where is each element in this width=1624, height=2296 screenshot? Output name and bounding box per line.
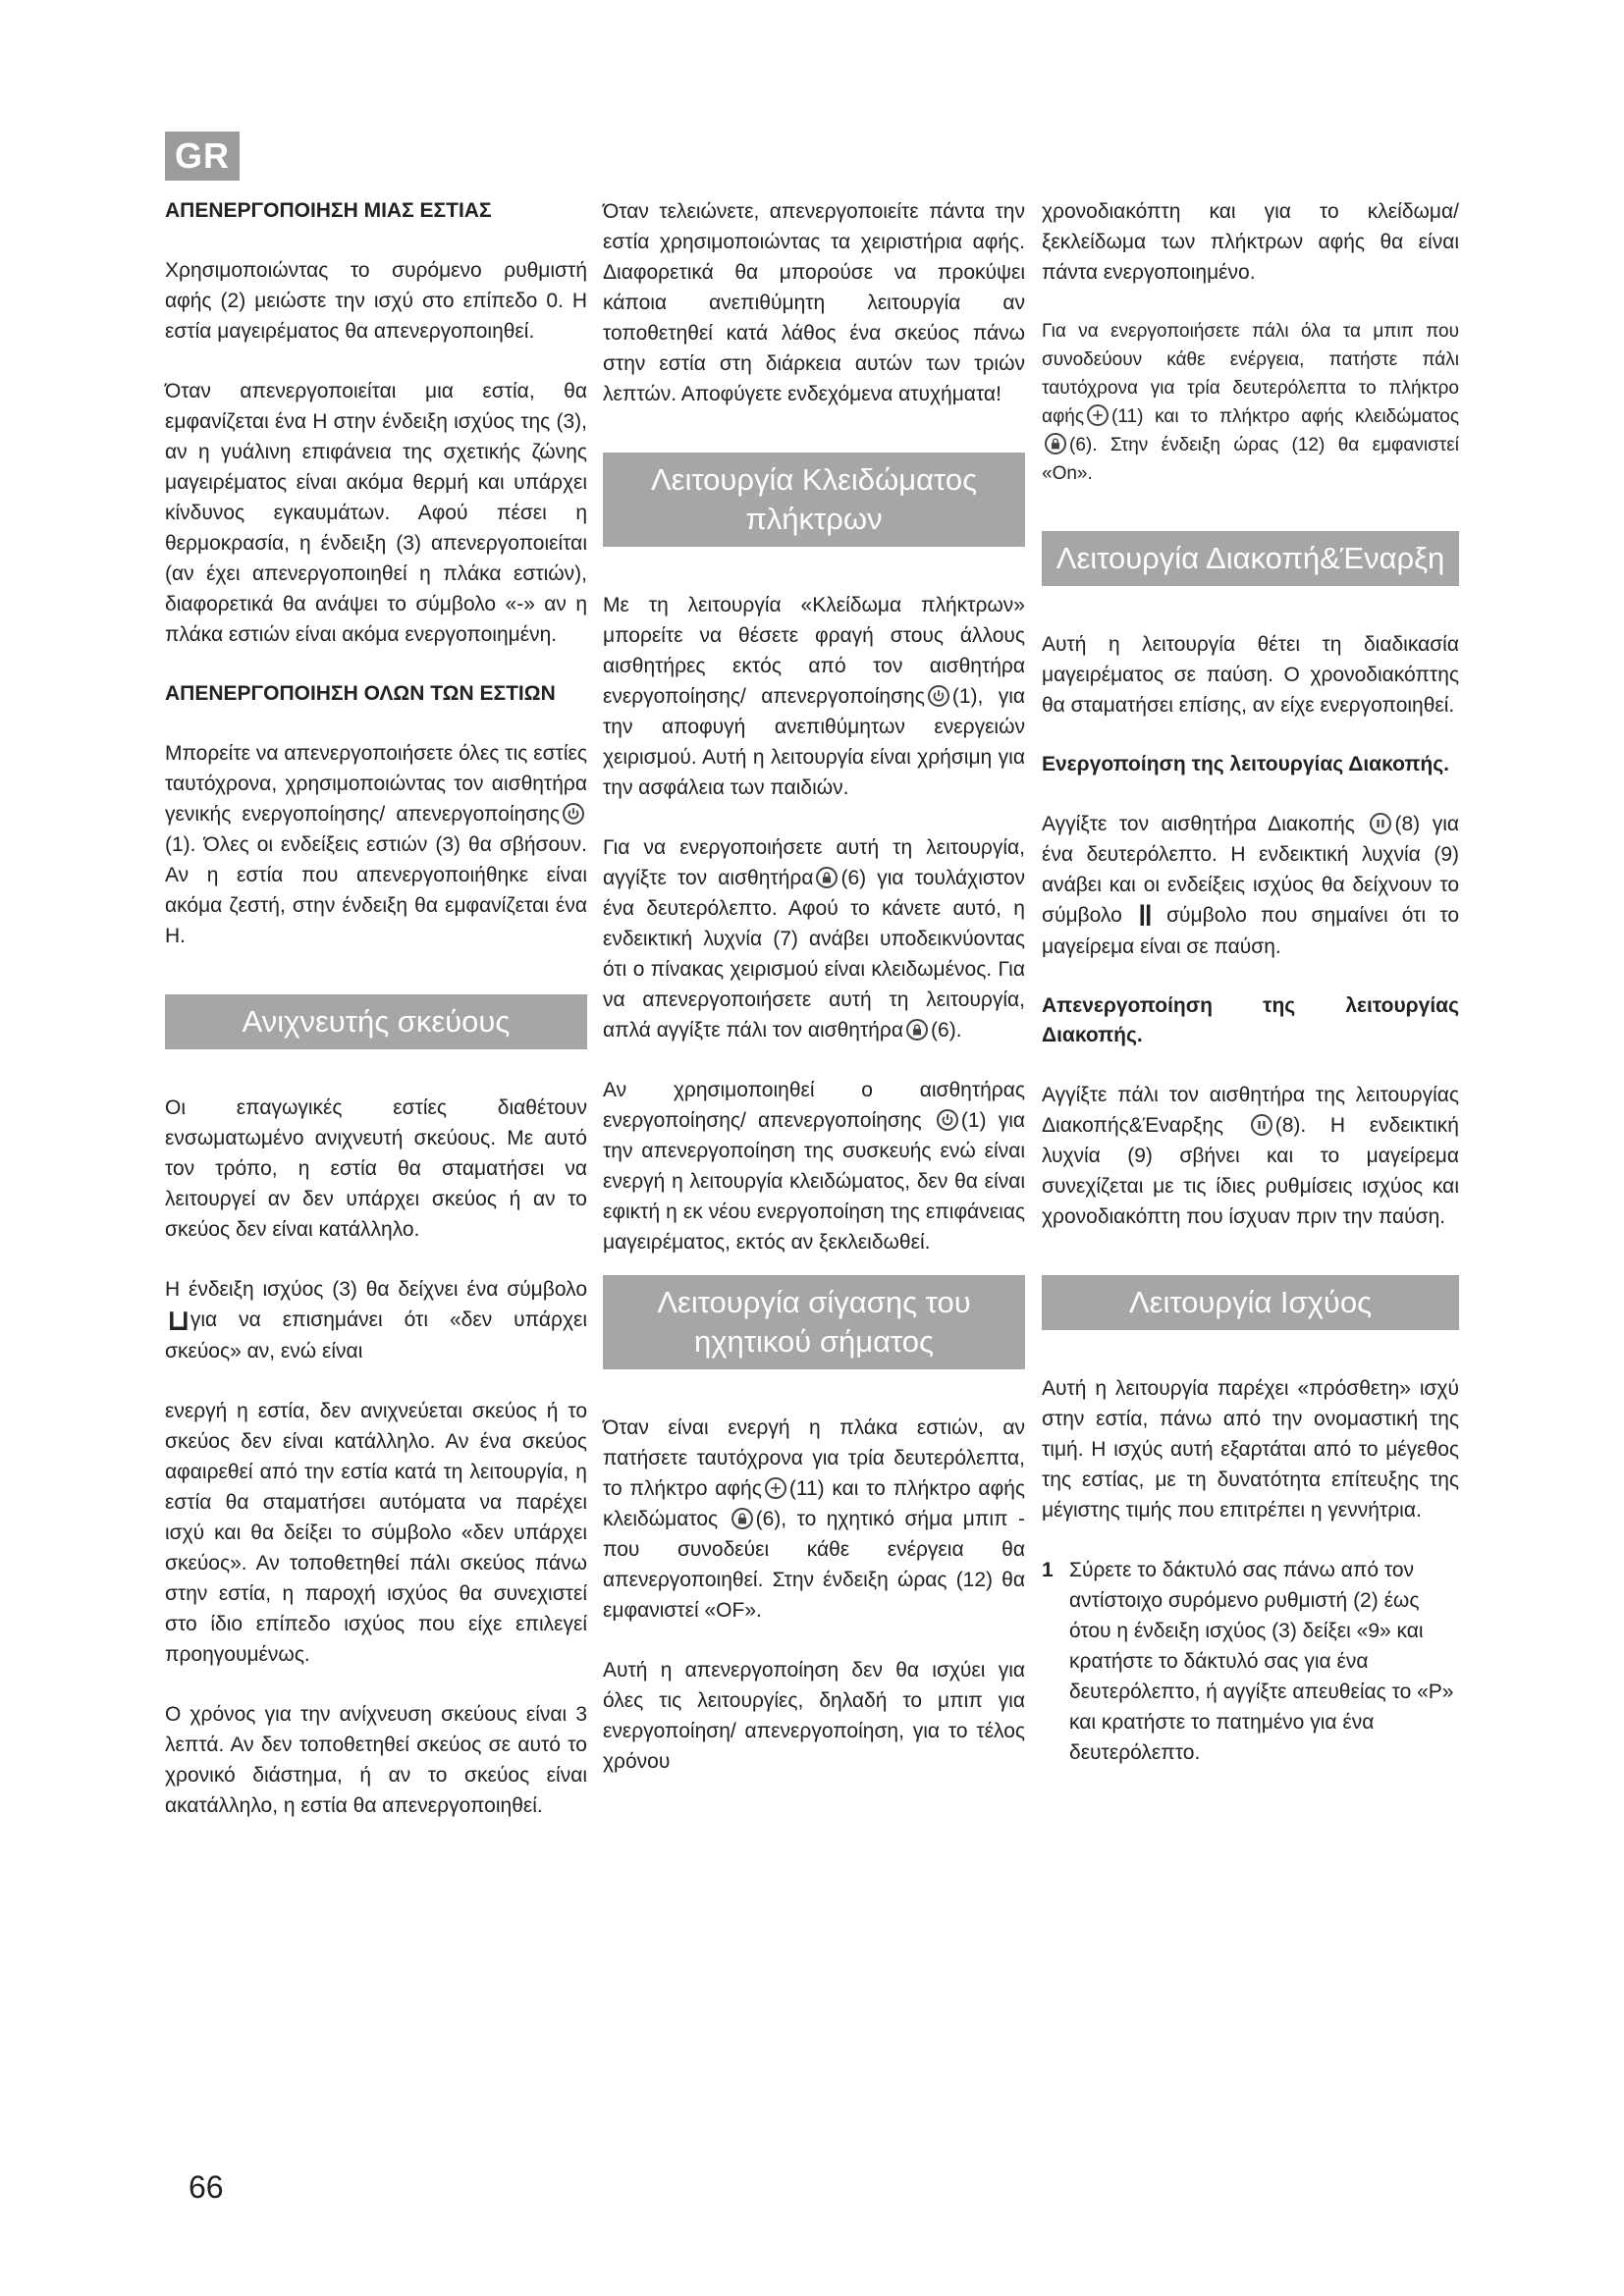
section-banner-key-lock: Λειτουργία Κλειδώματος πλήκτρων: [603, 453, 1025, 547]
power-icon: [937, 1109, 958, 1131]
paragraph: Αυτή η λειτουργία παρέχει «πρόσθετη» ισχύ στην εστία, πάνω από την ονομαστική της τιμή. Η ισχύς αυτή εξαρτάται από το μέγεθος της εστίας, με τη δυνατότητα επίτευξης της μέγιστης τιμής που επιτρέπει η γεννήτρια.: [1042, 1377, 1459, 1522]
paragraph: Αγγίξτε πάλι τον αισθητήρα της λειτουργίας Διακοπής&Έναρξης (8). Η ενδεικτική λυχνία (9) σβήνει και το μαγείρεμα συνεχίζεται με τις ίδιες ρυθμίσεις ισχύος και χρονοδιακόπτη που ίσχυαν πριν την παύση.: [1042, 1084, 1459, 1228]
subheading-pause-off: Απενεργοποίηση της λειτουργίας Διακοπής.: [1042, 994, 1459, 1046]
paragraph: Μπορείτε να απενεργοποιήσετε όλες τις εστίες ταυτόχρονα, χρησιμοποιώντας τον αισθητήρα γενικής ενεργοποίησης/ απενεργοποίησης (1). Όλες οι ενδείξεις εστιών (3) θα σβήσουν. Αν η εστία που απενεργοποιήθηκε είναι ακόμα ζεστή, στην ένδειξη θα εμφανίζεται ένα H.: [165, 742, 587, 947]
paragraph: Για να ενεργοποιήσετε πάλι όλα τα μπιπ που συνοδεύουν κάθε ενέργεια, πατήστε πάλι ταυτόχρονα για τρία δευτερόλεπτα το πλήκτρο αφής (11) και το πλήκτρο αφής κλειδώματος (6). Στην ένδειξη ώρας (12) θα εμφανιστεί «On».: [1042, 321, 1459, 484]
pause-icon: [1251, 1114, 1272, 1136]
section-banner-pan-detector: Ανιχνευτής σκεύους: [165, 994, 587, 1049]
list-number: 1: [1042, 1559, 1054, 1581]
section-heading-single-off: ΑΠΕΝΕΡΓΟΠΟΙΗΣΗ ΜΙΑΣ ΕΣΤΙΑΣ: [165, 199, 492, 222]
paragraph: Όταν τελειώνετε, απενεργοποιείτε πάντα την εστία χρησιμοποιώντας τα χειριστήρια αφής. Διαφορετικά θα μπορούσε να προκύψει κάποια ανεπιθύμητη λειτουργία αν τοποθετηθεί κατά λάθος ένα σκεύος πάνω στην εστία στη διάρκεια αυτών των τριών λεπτών. Αποφύγετε ενδεχόμενα ατυχήματα!: [603, 200, 1025, 405]
paragraph: Για να ενεργοποιήσετε αυτή τη λειτουργία, αγγίξτε τον αισθητήρα (6) για τουλάχιστον ένα δευτερόλεπτο. Αφού το κάνετε αυτό, η ενδεικτική λυχνία (7) ανάβει υποδεικνύοντας ότι ο πίνακας χειρισμού είναι κλειδωμένος. Για να απενεργοποιήσετε αυτή τη λειτουργία, απλά αγγίξτε πάλι τον αισθητήρα (6).: [603, 836, 1026, 1041]
paragraph: Αυτή η λειτουργία θέτει τη διαδικασία μαγειρέματος σε παύση. Ο χρονοδιακόπτης θα σταματήσει επίσης, αν είχε ενεργοποιηθεί.: [1042, 633, 1459, 717]
paragraph: Με τη λειτουργία «Κλείδωμα πλήκτρων» μπορείτε να θέσετε φραγή στους άλλους αισθητήρες εκτός από τον αισθητήρα ενεργοποίησης/ απενεργοποίησης (1), για την αποφυγή ανεπιθύμητων ενεργειών χειρισμού. Αυτή η λειτουργία είναι χρήσιμη για την ασφάλεια των παιδιών.: [603, 594, 1025, 799]
lock-icon: [906, 1019, 928, 1041]
paragraph: χρονοδιακόπτη και για το κλείδωμα/ ξεκλείδωμα των πλήκτρων αφής θα είναι πάντα ενεργοποιημένο.: [1042, 200, 1459, 284]
plus-icon: [1087, 404, 1109, 426]
column-3: [1042, 196, 1459, 1768]
paragraph: Αγγίξτε τον αισθητήρα Διακοπής (8) για ένα δευτερόλεπτο. Η ενδεικτική λυχνία (9) ανάβει και οι ενδείξεις ισχύος θα δείχνουν το σύμβολο ‖ σύμβολο που σημαίνει ότι το μαγείρεμα είναι σε παύση.: [1042, 813, 1459, 958]
pause-icon: [1370, 813, 1391, 834]
plus-icon: [765, 1477, 786, 1499]
list-item: [1042, 1555, 1459, 1768]
language-badge: GR: [165, 132, 240, 181]
paragraph: Η ένδειξη ισχύος (3) θα δείχνει ένα σύμβολο⊔για να επισημάνει ότι «δεν υπάρχει σκεύος» αν, ενώ είναι: [165, 1278, 587, 1362]
section-banner-power-boost: Λειτουργία Ισχύος: [1042, 1275, 1459, 1330]
section-banner-pause-start: Λειτουργία Διακοπή&Έναρξη: [1042, 531, 1459, 586]
paragraph: Οι επαγωγικές εστίες διαθέτουν ενσωματωμένο ανιχνευτή σκεύους. Με αυτό τον τρόπο, η εστία θα σταματήσει να λειτουργεί αν δεν υπάρχει σκεύος ή αν το σκεύος δεν είναι κατάλληλο.: [165, 1096, 587, 1241]
paragraph: Ο χρόνος για την ανίχνευση σκεύους είναι 3 λεπτά. Αν δεν τοποθετηθεί σκεύος σε αυτό το χρονικό διάστημα, ή αν το σκεύος είναι ακατάλληλο, η εστία θα απενεργοποιηθεί.: [165, 1703, 587, 1817]
paragraph: Αυτή η απενεργοποίηση δεν θα ισχύει για όλες τις λειτουργίες, δηλαδή το μπιπ για ενεργοποίηση/ απενεργοποίηση, για το τέλος χρόνου: [603, 1659, 1025, 1773]
list-text: Σύρετε το δάκτυλό σας πάνω από τον αντίστοιχο συρόμενο ρυθμιστή (2) έως ότου η ένδειξη ισχύος (3) δείξει «9» και κρατήστε το δάκτυλό σας για ένα δευτερόλεπτο, ή αγγίξτε απευθείας το «P» και κρατήστε το πατημένο για ένα δευτερόλεπτο.: [1069, 1559, 1454, 1764]
power-icon: [928, 685, 949, 707]
lock-icon: [731, 1508, 753, 1529]
column-2: [603, 196, 1025, 1777]
lock-icon: [1045, 433, 1066, 454]
page-number: 66: [189, 2169, 224, 2205]
lock-icon: [816, 867, 838, 888]
column-1: [165, 196, 587, 1821]
power-icon: [563, 803, 584, 825]
section-banner-mute: Λειτουργία σίγασης του ηχητικού σήματος: [603, 1275, 1025, 1369]
no-pan-symbol-icon: ⊔: [167, 1305, 189, 1337]
paragraph: ενεργή η εστία, δεν ανιχνεύεται σκεύος ή το σκεύος δεν είναι κατάλληλο. Αν ένα σκεύος αφαιρεθεί από την εστία κατά τη λειτουργία, η εστία θα σταματήσει αυτόματα να παρέχει ισχύ και θα δείξει το σύμβολο «δεν υπάρχει σκεύος». Αν τοποθετηθεί πάλι σκεύος πάνω στην εστία, η παροχή ισχύος θα συνεχιστεί στο ίδιο επίπεδο ισχύος που είχε επιλεγεί προηγουμένως.: [165, 1400, 587, 1666]
paragraph: Αν χρησιμοποιηθεί ο αισθητήρας ενεργοποίησης/ απενεργοποίησης (1) για την απενεργοποίηση της συσκευής ενώ είναι ενεργή η λειτουργία κλειδώματος, δεν θα είναι εφικτή η εκ νέου ενεργοποίηση της επιφάνειας μαγειρέματος, εκτός αν ξεκλειδωθεί.: [603, 1079, 1025, 1254]
pause-symbol-icon: ‖: [1137, 900, 1151, 933]
subheading-pause-on: Ενεργοποίηση της λειτουργίας Διακοπής.: [1042, 753, 1449, 775]
section-heading-all-off: ΑΠΕΝΕΡΓΟΠΟΙΗΣΗ ΟΛΩΝ ΤΩΝ ΕΣΤΙΩΝ: [165, 682, 556, 705]
paragraph: Όταν είναι ενεργή η πλάκα εστιών, αν πατήσετε ταυτόχρονα για τρία δευτερόλεπτα, το πλήκτρο αφής (11) και το πλήκτρο αφής κλειδώματος (6), το ηχητικό σήμα μπιπ - που συνοδεύει κάθε ενέργεια θα απενεργοποιηθεί. Στην ένδειξη ώρας (12) θα εμφανιστεί «OF».: [603, 1416, 1025, 1622]
paragraph: Όταν απενεργοποιείται μια εστία, θα εμφανίζεται ένα H στην ένδειξη ισχύος της (3), αν η γυάλινη επιφάνεια της σχετικής ζώνης μαγειρέματος είναι ακόμα θερμή και υπάρχει κίνδυνος εγκαυμάτων. Αφού πέσει η θερμοκρασία, η ένδειξη (3) απενεργοποιείται (αν έχει απενεργοποιηθεί η πλάκα εστιών), διαφορετικά θα ανάψει το σύμβολο «-» αν η πλάκα εστιών είναι ακόμα ενεργοποιημένη.: [165, 380, 587, 646]
paragraph: Χρησιμοποιώντας το συρόμενο ρυθμιστή αφής (2) μειώστε την ισχύ στο επίπεδο 0. Η εστία μαγειρέματος θα απενεργοποιηθεί.: [165, 259, 587, 343]
